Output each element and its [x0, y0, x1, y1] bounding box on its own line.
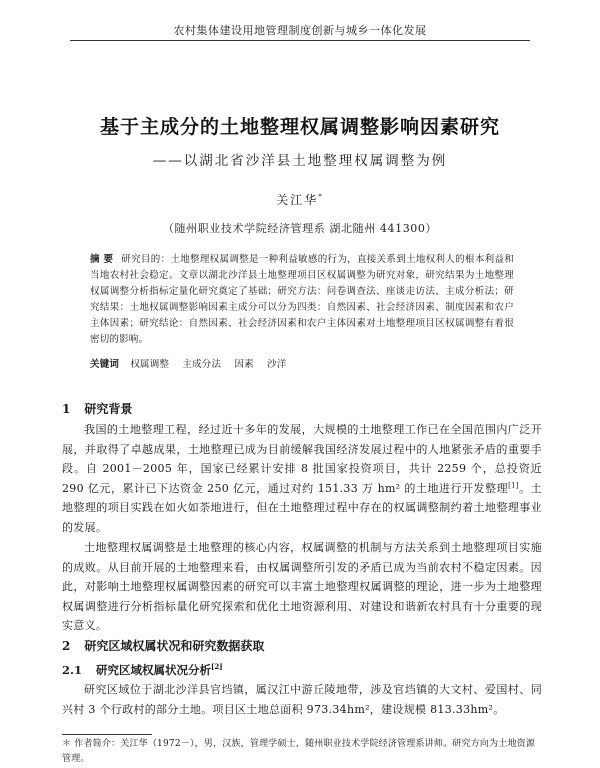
affiliation: （随州职业技术学院经济管理系 湖北随州 441300）: [162, 222, 438, 235]
keywords-label: 关键词: [90, 359, 120, 370]
subsection-number: 2.1: [62, 663, 83, 677]
subsection-title: 研究区域权属状况分析: [96, 663, 212, 677]
abstract: [90, 252, 514, 348]
body-paragraph: 土地整理权属调整是土地整理的核心内容，权属调整的机制与方法关系到土地整理项目实施的成败。从目前开展的土地整理来看，由权属调整所引发的矛盾已成为当前农村不稳定因素。因此，对影响土地整理权属调整因素的研究可以丰富土地整理权属调整的理论，进一步为土地整理权属调整进行分析指标量化研究探索和优化土地资源利用、对建设和谐新农村具有十分重要的现实意义。: [62, 541, 542, 632]
citation-ref: [1]: [508, 480, 519, 489]
citation-ref: [2]: [211, 662, 223, 672]
paragraph-text: 我国的土地整理工程，经过近十多年的发展，大规模的土地整理工作已在全国范围内广泛开展，并取得了卓越成果，土地整理已成为目前缓解我国经济发展过程中的人地紧张矛盾的重要手段。自 2001－2005 年，国家已经累计安排 8 批国家投资项目，共计 2259 个，总投资近 290 亿元，累计已下达资金 250 亿元，通过对约 151.33 万 hm² 的土地进行开发整理: [62, 423, 542, 495]
running-head: 农村集体建设用地管理制度创新与城乡一体化发展: [70, 22, 530, 41]
keyword-item: 因素: [234, 359, 254, 370]
keyword-item: 权属调整: [130, 359, 170, 370]
section-heading: [62, 400, 132, 417]
paragraph-text-tail: 。土地整理的项目实践在如火如荼地进行，但在土地整理过程中存在的权属调整制约着土地整理事业的发展。: [62, 481, 542, 534]
body-paragraph: [62, 420, 542, 537]
section-heading: [62, 637, 264, 654]
author-line: [0, 191, 600, 208]
body-paragraph: 研究区域位于湖北沙洋县官垱镇，属汉江中游丘陵地带，涉及官垱镇的大文村、爱国村、同兴村 3 个行政村的部分土地。项目区土地总面积 973.34hm²，建设规模 813.33hm²。: [62, 683, 542, 716]
section-title: 研究区域权属状况和研究数据获取: [84, 639, 265, 653]
abstract-label: 摘 要: [90, 254, 114, 265]
footnote-divider: [62, 734, 152, 735]
keyword-item: 主成分法: [182, 359, 222, 370]
abstract-text: 研究目的：土地整理权属调整是一种利益敏感的行为，直接关系到土地权利人的根本利益和当地农村社会稳定。文章以湖北沙洋县土地整理项目区权属调整为研究对象，研究结果为土地整理权属调整分析指标定量化研究奠定了基础；研究方法：问卷调查法、座谈走访法、主成分析法；研究结果：土地权属调整影响因素主成分可以分为四类：自然因素、社会经济因素、制度因素和农户主体因素；研究结论：自然因素、社会经济因素和农户主体因素对土地整理项目区权属调整有着很密切的影响。: [90, 254, 514, 345]
author-name: 关江华: [276, 193, 319, 207]
paper-subtitle: ——以湖北省沙洋县土地整理权属调整为例: [152, 153, 448, 169]
paper-title: 基于主成分的土地整理权属调整影响因素研究: [99, 116, 500, 138]
keyword-item: 沙洋: [267, 359, 287, 370]
section-number: 1: [62, 402, 71, 416]
keywords: [90, 356, 514, 370]
subsection-heading: [62, 662, 223, 678]
section-number: 2: [62, 639, 71, 653]
footnote: ＊ 作者简介：关江华（1972－），男，汉族，管理学硕士，随州职业技术学院经济管理系讲师。研究方向为土地资源管理。: [62, 739, 536, 764]
section-title: 研究背景: [84, 402, 133, 416]
author-mark: *: [318, 193, 324, 201]
